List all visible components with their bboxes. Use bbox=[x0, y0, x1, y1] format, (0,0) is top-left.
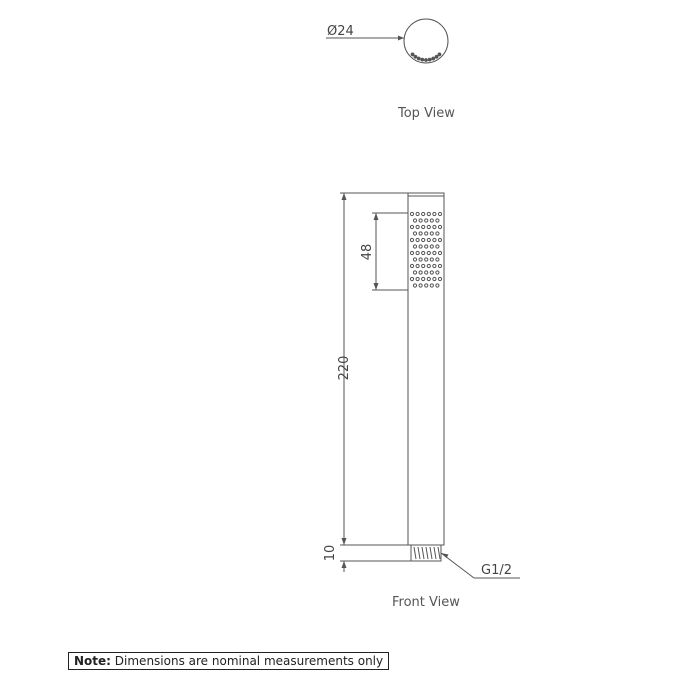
spray-hole bbox=[433, 225, 436, 228]
thread-lines bbox=[414, 547, 440, 559]
spray-hole bbox=[413, 258, 416, 261]
spray-hole bbox=[419, 271, 422, 274]
thread-line bbox=[422, 547, 424, 559]
spray-hole bbox=[430, 271, 433, 274]
spray-hole bbox=[436, 258, 439, 261]
nozzle-dot bbox=[421, 58, 424, 61]
spray-hole bbox=[422, 251, 425, 254]
spray-hole bbox=[410, 277, 413, 280]
dim-220-arrow-top bbox=[342, 193, 347, 200]
spray-hole bbox=[436, 245, 439, 248]
spray-hole bbox=[413, 271, 416, 274]
front-view-caption: Front View bbox=[392, 595, 460, 610]
dim-48-arrow-top bbox=[374, 213, 379, 220]
nozzle-dot bbox=[435, 55, 438, 58]
spray-hole bbox=[436, 232, 439, 235]
spray-hole bbox=[410, 238, 413, 241]
spray-hole bbox=[425, 284, 428, 287]
spray-hole bbox=[433, 212, 436, 215]
thread-label: G1/2 bbox=[481, 563, 512, 578]
spray-hole bbox=[419, 232, 422, 235]
spray-hole bbox=[438, 251, 441, 254]
spray-hole bbox=[425, 219, 428, 222]
spray-hole bbox=[422, 264, 425, 267]
spray-hole bbox=[413, 219, 416, 222]
dim-48-label: 48 bbox=[360, 243, 375, 261]
thread-line bbox=[426, 547, 428, 559]
spray-hole bbox=[438, 238, 441, 241]
spray-hole bbox=[410, 251, 413, 254]
spray-hole bbox=[438, 264, 441, 267]
spray-hole bbox=[419, 258, 422, 261]
spray-hole bbox=[410, 264, 413, 267]
spray-hole bbox=[410, 225, 413, 228]
spray-hole bbox=[413, 245, 416, 248]
note-box bbox=[68, 652, 389, 670]
nozzle-dot bbox=[438, 53, 441, 56]
thread-line bbox=[434, 547, 436, 559]
thread-line bbox=[414, 547, 416, 559]
spray-hole bbox=[427, 212, 430, 215]
spray-hole bbox=[425, 258, 428, 261]
spray-hole bbox=[416, 277, 419, 280]
dim-10-label: 10 bbox=[323, 544, 338, 562]
nozzle-dot bbox=[411, 53, 414, 56]
spray-hole bbox=[419, 245, 422, 248]
note-text: Dimensions are nominal measurements only bbox=[114, 654, 384, 668]
spray-hole bbox=[425, 245, 428, 248]
spray-hole bbox=[422, 238, 425, 241]
spray-hole bbox=[430, 245, 433, 248]
spray-hole bbox=[413, 232, 416, 235]
spray-hole bbox=[416, 225, 419, 228]
spray-hole bbox=[436, 219, 439, 222]
spray-hole bbox=[422, 277, 425, 280]
dim-220-label: 220 bbox=[337, 355, 352, 381]
thread-line bbox=[418, 547, 420, 559]
spray-hole bbox=[433, 251, 436, 254]
diameter-arrow bbox=[398, 36, 404, 41]
spray-hole bbox=[427, 277, 430, 280]
top-view-caption: Top View bbox=[398, 106, 455, 121]
nozzle-dot bbox=[425, 59, 428, 62]
spray-hole bbox=[430, 219, 433, 222]
nozzle-dot bbox=[432, 57, 435, 60]
spray-hole bbox=[430, 232, 433, 235]
spray-hole bbox=[436, 271, 439, 274]
top-view-circle bbox=[404, 19, 448, 63]
spray-hole bbox=[416, 251, 419, 254]
spray-hole bbox=[410, 212, 413, 215]
spray-hole bbox=[427, 264, 430, 267]
spray-hole bbox=[438, 225, 441, 228]
spray-hole bbox=[430, 258, 433, 261]
spray-hole bbox=[438, 277, 441, 280]
spray-hole bbox=[427, 225, 430, 228]
spray-hole bbox=[427, 251, 430, 254]
spray-hole bbox=[433, 277, 436, 280]
nozzle-dot bbox=[414, 55, 417, 58]
spray-hole bbox=[430, 284, 433, 287]
dim-10-arrow bbox=[342, 561, 347, 568]
thread-line bbox=[430, 547, 432, 559]
dim-48-arrow-bottom bbox=[374, 283, 379, 290]
diameter-label: Ø24 bbox=[327, 24, 354, 39]
spray-hole bbox=[425, 232, 428, 235]
thread-line bbox=[438, 547, 440, 559]
note-prefix: Note: bbox=[74, 654, 111, 668]
spray-hole bbox=[422, 225, 425, 228]
spray-hole bbox=[413, 284, 416, 287]
nozzle-dot bbox=[428, 58, 431, 61]
spray-face bbox=[410, 212, 441, 287]
spray-hole bbox=[422, 212, 425, 215]
spray-hole bbox=[433, 238, 436, 241]
spray-hole bbox=[416, 264, 419, 267]
nozzle-dot bbox=[417, 57, 420, 60]
spray-hole bbox=[433, 264, 436, 267]
spray-hole bbox=[416, 212, 419, 215]
spray-hole bbox=[419, 219, 422, 222]
spray-hole bbox=[419, 284, 422, 287]
spray-hole bbox=[425, 271, 428, 274]
spray-hole bbox=[438, 212, 441, 215]
spray-hole bbox=[436, 284, 439, 287]
spray-hole bbox=[416, 238, 419, 241]
spray-hole bbox=[427, 238, 430, 241]
